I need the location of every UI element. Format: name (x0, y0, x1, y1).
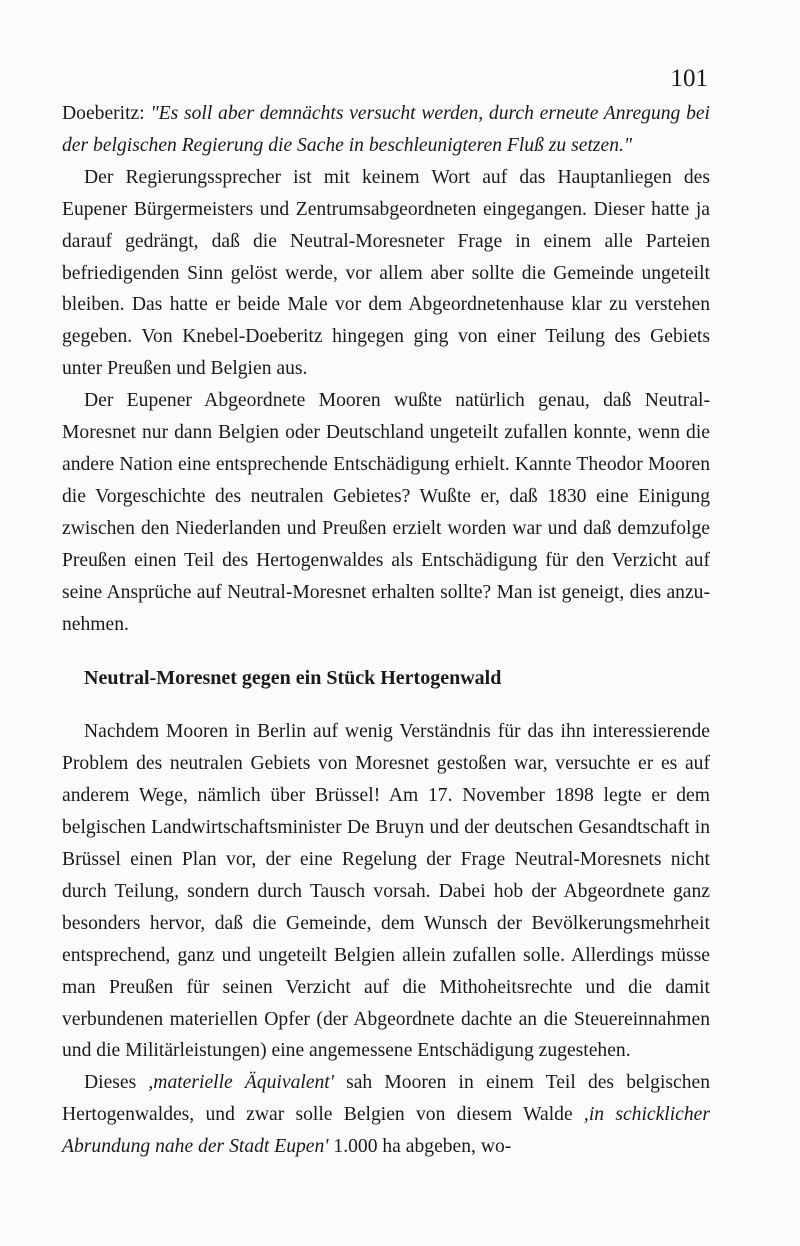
text-segment: Der Regierungssprecher ist mit keinem Wort auf das Hauptanliegen des Eupener Bürgermeisters und Zentrumsabgeordneten eingegangen. Dieser hatte ja darauf gedrängt, daß die Neutral-Moresneter Frage in einem alle Parteien befriedigenden Sinn gelöst werde, vor allem aber sollte die Gemeinde ungeteilt bleiben. Das hatte er beide Male vor dem Abgeordnetenhause klar zu verstehen gegeben. Von Knebel-Doeberitz hingegen ging von einer Teilung des Gebiets unter Preußen und Belgien aus. (62, 166, 710, 380)
quotation: "Es soll aber demnächts versucht werden, durch erneute Anregung bei der belgischen Regierung die Sache in beschleunigteren Fluß zu setzen." (62, 103, 711, 156)
quotation: ,in schicklicher Abrundung nahe der Stadt Eupen' (62, 1104, 710, 1158)
paragraph-3 (62, 385, 710, 640)
paragraph-1 (62, 98, 710, 162)
text-segment: Nachdem Mooren in Berlin auf wenig Verständnis für das ihn interessierende Problem des neutralen Gebiets von Moresnet gestoßen war, versuchte er es auf anderem Wege, nämlich über Brüssel! Am 17. November 1898 legte er dem belgischen Landwirtschaftsminister De Bruyn und der deutschen Gesandtschaft in Brüssel einen Plan vor, der eine Regelung der Frage Neutral-Moresnets nicht durch Teilung, sondern durch Tausch vorsah. Dabei hob der Abgeordnete ganz besonders hervor, daß die Gemeinde, dem Wunsch der Bevölkerungsmehrheit entsprechend, ganz und ungeteilt Belgien allein zufallen solle. Allerdings müsse man Preußen für seinen Verzicht auf die Mithoheitsrechte und die damit verbundenen materiellen Opfer (der Abgeordnete dachte an die Steuereinnahmen und die Militärleistungen) eine angemessene Entschädigung zugestehen. (62, 721, 710, 1062)
body-text (62, 98, 710, 1163)
paragraph-2 (62, 162, 710, 385)
section-heading: Neutral-Moresnet gegen ein Stück Hertogenwald (84, 667, 502, 690)
page-number: 101 (670, 65, 708, 92)
text-segment: sah Mooren in einem Teil des belgischen Hertogenwaldes, und zwar solle Belgien von diesem Walde (62, 1072, 710, 1126)
paragraph-4 (62, 716, 710, 1067)
quotation: ,materielle Äquivalent' (148, 1072, 334, 1094)
text-segment: Der Eupener Abgeordnete Mooren wußte natürlich genau, daß Neutral-Moresnet nur dann Belgien oder Deutschland ungeteilt zufallen konnte, wenn die andere Nation eine entsprechende Entschädigung erhielt. Kannte Theodor Mooren die Vorgeschichte des neutralen Gebietes? Wußte er, daß 1830 eine Einigung zwischen den Niederlanden und Preußen erzielt worden war und daß demzufolge Preußen einen Teil des Hertogenwaldes als Entschädigung für den Verzicht auf seine Ansprüche auf Neutral-Moresnet erhalten sollte? Man ist geneigt, dies anzunehmen. (62, 390, 710, 635)
text-segment: Dieses (84, 1072, 149, 1094)
text-segment: 1.000 ha abgeben, wo- (328, 1136, 512, 1158)
paragraph-5 (62, 1067, 710, 1163)
text-segment: Doeberitz: (62, 103, 151, 124)
